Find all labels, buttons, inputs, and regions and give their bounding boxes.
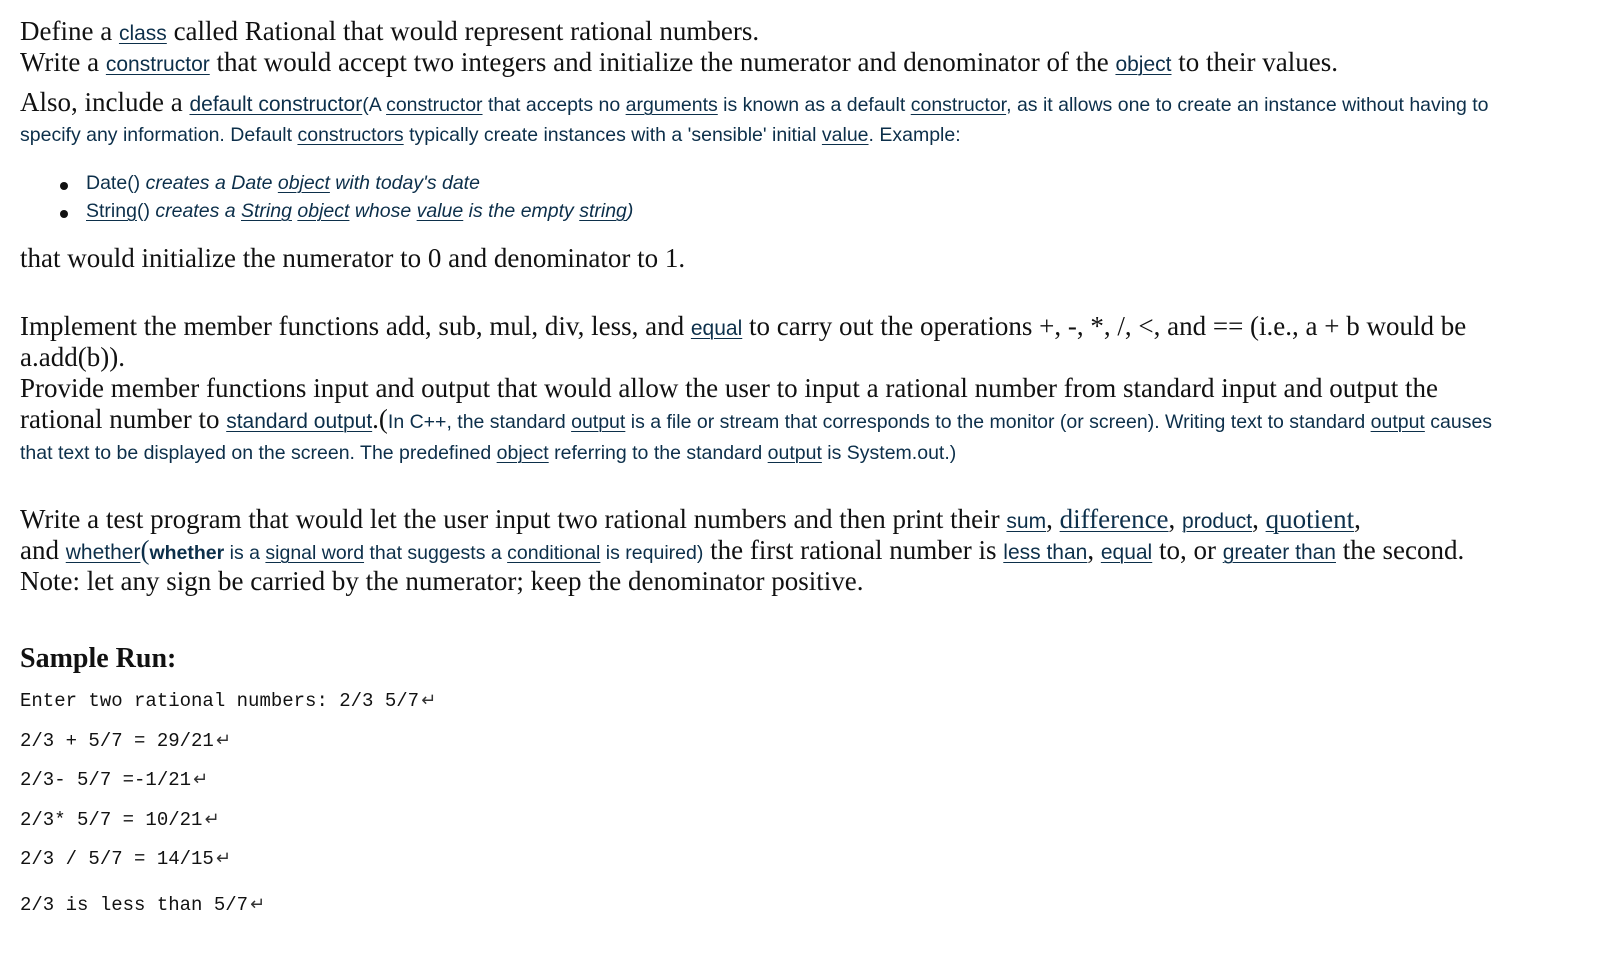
para5-line2 bbox=[20, 535, 1464, 566]
text: that accepts no bbox=[482, 94, 626, 116]
return-icon: ↵ bbox=[193, 769, 209, 790]
text: (A bbox=[362, 94, 387, 116]
text: with today's date bbox=[329, 172, 480, 194]
sample-line bbox=[20, 690, 436, 712]
text: that text to be displayed on the screen. The predefined bbox=[20, 442, 497, 464]
text: , bbox=[1252, 504, 1266, 534]
sample-line bbox=[20, 809, 220, 831]
output-link[interactable]: output bbox=[571, 411, 626, 433]
object-link[interactable]: object bbox=[277, 172, 330, 194]
para4-line4 bbox=[20, 404, 1492, 435]
para2-line2 bbox=[20, 124, 961, 147]
value-link[interactable]: value bbox=[821, 124, 869, 146]
text: is a file or stream that corresponds to the monitor (or screen). Writing text to standard bbox=[625, 411, 1371, 433]
text: that suggests a bbox=[364, 542, 508, 564]
greater-than-link[interactable]: greater than bbox=[1222, 541, 1336, 564]
arguments-link[interactable]: arguments bbox=[625, 94, 718, 116]
para5-line3: Note: let any sign be carried by the numerator; keep the denominator positive. bbox=[20, 566, 864, 596]
text: and bbox=[20, 535, 66, 565]
text: , bbox=[1046, 504, 1060, 534]
text: .( bbox=[372, 404, 388, 434]
text: referring to the standard bbox=[548, 442, 768, 464]
object-link[interactable]: object bbox=[297, 200, 350, 222]
text: the second. bbox=[1335, 535, 1465, 565]
para4-line3: Provide member functions input and output that would allow the user to input a rational number from standard input and output the bbox=[20, 373, 1438, 403]
standard-output-link[interactable]: standard output bbox=[226, 410, 373, 433]
bullet-dot bbox=[60, 182, 68, 190]
text: is known as a default bbox=[717, 94, 911, 116]
conditional-link[interactable]: conditional bbox=[507, 542, 601, 564]
return-icon: ↵ bbox=[421, 690, 437, 711]
bullet-dot bbox=[60, 210, 68, 218]
constructor-link[interactable]: constructor bbox=[105, 53, 210, 76]
text: that would accept two integers and initialize the numerator and denominator of the bbox=[209, 47, 1116, 77]
text: to, or bbox=[1152, 535, 1223, 565]
text: , bbox=[1354, 504, 1361, 534]
constructor-link[interactable]: constructor bbox=[910, 94, 1007, 116]
class-link[interactable]: class bbox=[118, 22, 167, 45]
equal-link[interactable]: equal bbox=[690, 317, 743, 340]
text: , bbox=[1168, 504, 1183, 534]
text: to their values. bbox=[1171, 47, 1338, 77]
text: Also, include a bbox=[20, 87, 190, 117]
equal-link[interactable]: equal bbox=[1100, 541, 1153, 564]
bullet-item-string bbox=[86, 200, 633, 223]
text: called Rational that would represent rational numbers. bbox=[166, 16, 760, 46]
product-link[interactable]: product bbox=[1182, 510, 1253, 533]
text: the first rational number is bbox=[703, 535, 1004, 565]
sample-line bbox=[20, 848, 231, 870]
text: causes bbox=[1424, 411, 1493, 433]
text: creates a Date bbox=[140, 172, 278, 194]
difference-link[interactable]: difference bbox=[1059, 504, 1169, 534]
para2-line1 bbox=[20, 87, 1488, 118]
return-icon: ↵ bbox=[204, 809, 220, 830]
para4-line2: a.add(b)). bbox=[20, 342, 125, 372]
constructors-link[interactable]: constructors bbox=[297, 124, 404, 146]
object-link[interactable]: object bbox=[496, 442, 549, 464]
constructor-link[interactable]: constructor bbox=[386, 94, 483, 116]
return-icon: ↵ bbox=[250, 894, 266, 915]
text: creates a bbox=[149, 200, 241, 222]
quotient-link[interactable]: quotient bbox=[1265, 504, 1355, 534]
sample-text: 2/3 is less than 5/7 bbox=[20, 894, 249, 916]
text: typically create instances with a 'sensible' initial bbox=[403, 124, 822, 146]
signal-word-link[interactable]: signal word bbox=[265, 542, 365, 564]
text: In C++, the standard bbox=[387, 411, 572, 433]
text: ) bbox=[626, 200, 634, 222]
sample-text: 2/3 / 5/7 = 14/15 bbox=[20, 848, 214, 870]
sample-text: 2/3- 5/7 =-1/21 bbox=[20, 769, 192, 791]
default-constructor-link[interactable]: default constructor bbox=[189, 93, 363, 116]
string-link[interactable]: string bbox=[579, 200, 627, 222]
output-link[interactable]: output bbox=[1370, 411, 1425, 433]
para1-line2 bbox=[20, 47, 1338, 78]
sample-text: Enter two rational numbers: 2/3 5/7 bbox=[20, 690, 420, 712]
text: is the empty bbox=[463, 200, 580, 222]
sample-line bbox=[20, 730, 231, 752]
text: to carry out the operations +, -, *, /, <, and == (i.e., a + b would be bbox=[742, 311, 1467, 341]
output-link[interactable]: output bbox=[767, 442, 822, 464]
para4-line5 bbox=[20, 442, 956, 465]
whether-link[interactable]: whether bbox=[65, 541, 141, 564]
string-link[interactable]: String bbox=[241, 200, 292, 222]
para3: that would initialize the numerator to 0 and denominator to 1. bbox=[20, 243, 686, 273]
text: whose bbox=[349, 200, 417, 222]
sum-link[interactable]: sum bbox=[1006, 510, 1047, 533]
text: ( bbox=[140, 535, 150, 565]
para5-line1 bbox=[20, 504, 1361, 535]
text: rational number to bbox=[20, 404, 227, 434]
text: Write a bbox=[20, 47, 106, 77]
value-link[interactable]: value bbox=[416, 200, 464, 222]
text: whether bbox=[149, 542, 225, 564]
text: is required) bbox=[600, 542, 704, 564]
para4-line1 bbox=[20, 311, 1466, 342]
string-link[interactable]: String bbox=[86, 200, 137, 222]
sample-line bbox=[20, 769, 208, 791]
sample-text: 2/3* 5/7 = 10/21 bbox=[20, 809, 203, 831]
text: , as it allows one to create an instance without having to bbox=[1006, 94, 1489, 116]
sample-line bbox=[20, 894, 265, 916]
text: . Example: bbox=[868, 124, 961, 146]
sample-text: 2/3 + 5/7 = 29/21 bbox=[20, 730, 214, 752]
bullet-item-date bbox=[86, 172, 480, 195]
para1-line1 bbox=[20, 16, 759, 47]
object-link[interactable]: object bbox=[1115, 53, 1172, 76]
text: is a bbox=[224, 542, 266, 564]
text: Date() bbox=[86, 172, 141, 194]
return-icon: ↵ bbox=[215, 848, 231, 869]
text: Define a bbox=[20, 16, 119, 46]
text: , bbox=[1087, 535, 1101, 565]
text: specify any information. Default bbox=[20, 124, 298, 146]
return-icon: ↵ bbox=[215, 730, 231, 751]
text: Write a test program that would let the user input two rational numbers and then print their bbox=[20, 504, 1007, 534]
text: Implement the member functions add, sub, mul, div, less, and bbox=[20, 311, 691, 341]
less-than-link[interactable]: less than bbox=[1003, 541, 1088, 564]
sample-run-heading: Sample Run: bbox=[20, 643, 177, 674]
text: () bbox=[136, 200, 150, 222]
text: is System.out.) bbox=[821, 442, 957, 464]
